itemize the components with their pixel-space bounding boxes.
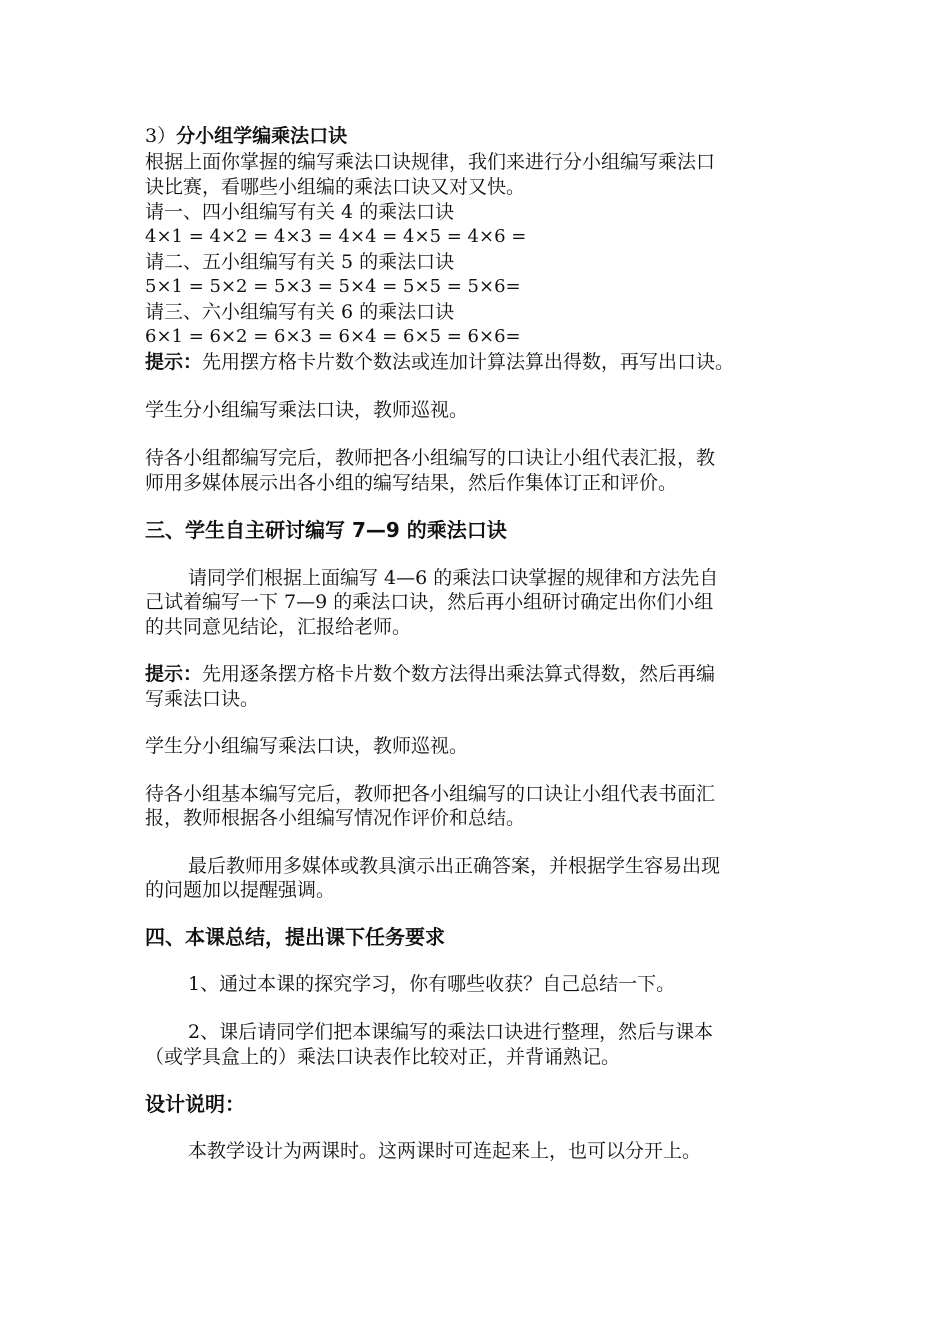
paragraph-line: （或学具盒上的）乘法口诀表作比较对正，并背诵熟记。 [145, 1046, 621, 1068]
instruction-line: 请二、五小组编写有关 5 的乘法口诀 [145, 251, 455, 273]
paragraph-line: 学生分小组编写乘法口诀，教师巡视。 [145, 399, 469, 421]
section-title-3 [145, 124, 347, 148]
section-heading-design: 设计说明： [145, 1092, 245, 1116]
section-heading-three: 三、学生自主研讨编写 7—9 的乘法口诀 [145, 518, 507, 542]
hint-line [145, 662, 715, 686]
paragraph-line: 报，教师根据各小组编写情况作评价和总结。 [145, 807, 526, 829]
paragraph-line: 2、课后请同学们把本课编写的乘法口诀进行整理，然后与课本 [188, 1021, 714, 1043]
hint-text: 先用逐条摆方格卡片数个数方法得出乘法算式得数，然后再编 [202, 663, 716, 685]
paragraph-line: 本教学设计为两课时。这两课时可连起来上，也可以分开上。 [188, 1140, 702, 1162]
equation-line-4: 4×1 = 4×2 = 4×3 = 4×4 = 4×5 = 4×6 = [145, 226, 527, 247]
equation-line-5: 5×1 = 5×2 = 5×3 = 5×4 = 5×5 = 5×6= [145, 276, 521, 297]
paragraph-line: 待各小组基本编写完后，教师把各小组编写的口诀让小组代表书面汇 [145, 783, 716, 805]
equation-line-6: 6×1 = 6×2 = 6×3 = 6×4 = 6×5 = 6×6= [145, 326, 521, 347]
paragraph-line: 写乘法口诀。 [145, 688, 260, 710]
paragraph-line: 己试着编写一下 7—9 的乘法口诀，然后再小组研讨确定出你们小组 [145, 591, 714, 613]
hint-label: 提示： [145, 663, 203, 685]
paragraph-line: 待各小组都编写完后，教师把各小组编写的口诀让小组代表汇报，教 [145, 447, 716, 469]
instruction-line: 请一、四小组编写有关 4 的乘法口诀 [145, 201, 455, 223]
section-heading: 分小组学编乘法口诀 [176, 125, 348, 147]
paragraph-line: 的共同意见结论，汇报给老师。 [145, 616, 412, 638]
section-heading-four: 四、本课总结，提出课下任务要求 [145, 925, 445, 949]
paragraph-line: 1、通过本课的探究学习，你有哪些收获？自己总结一下。 [188, 973, 676, 995]
paragraph-line: 最后教师用多媒体或教具演示出正确答案，并根据学生容易出现 [188, 855, 721, 877]
paragraph-line: 师用多媒体展示出各小组的编写结果，然后作集体订正和评价。 [145, 472, 678, 494]
hint-line [145, 350, 734, 374]
hint-text: 先用摆方格卡片数个数法或连加计算法算出得数，再写出口诀。 [202, 351, 735, 373]
paragraph-line: 根据上面你掌握的编写乘法口诀规律，我们来进行分小组编写乘法口 [145, 151, 716, 173]
instruction-line: 请三、六小组编写有关 6 的乘法口诀 [145, 301, 455, 323]
paragraph-line: 诀比赛，看哪些小组编的乘法口诀又对又快。 [145, 176, 526, 198]
hint-label: 提示： [145, 351, 203, 373]
paragraph-line: 的问题加以提醒强调。 [145, 879, 336, 901]
paragraph-line: 学生分小组编写乘法口诀，教师巡视。 [145, 735, 469, 757]
paragraph-line: 请同学们根据上面编写 4—6 的乘法口诀掌握的规律和方法先自 [188, 567, 719, 589]
section-number: 3） [145, 125, 177, 147]
